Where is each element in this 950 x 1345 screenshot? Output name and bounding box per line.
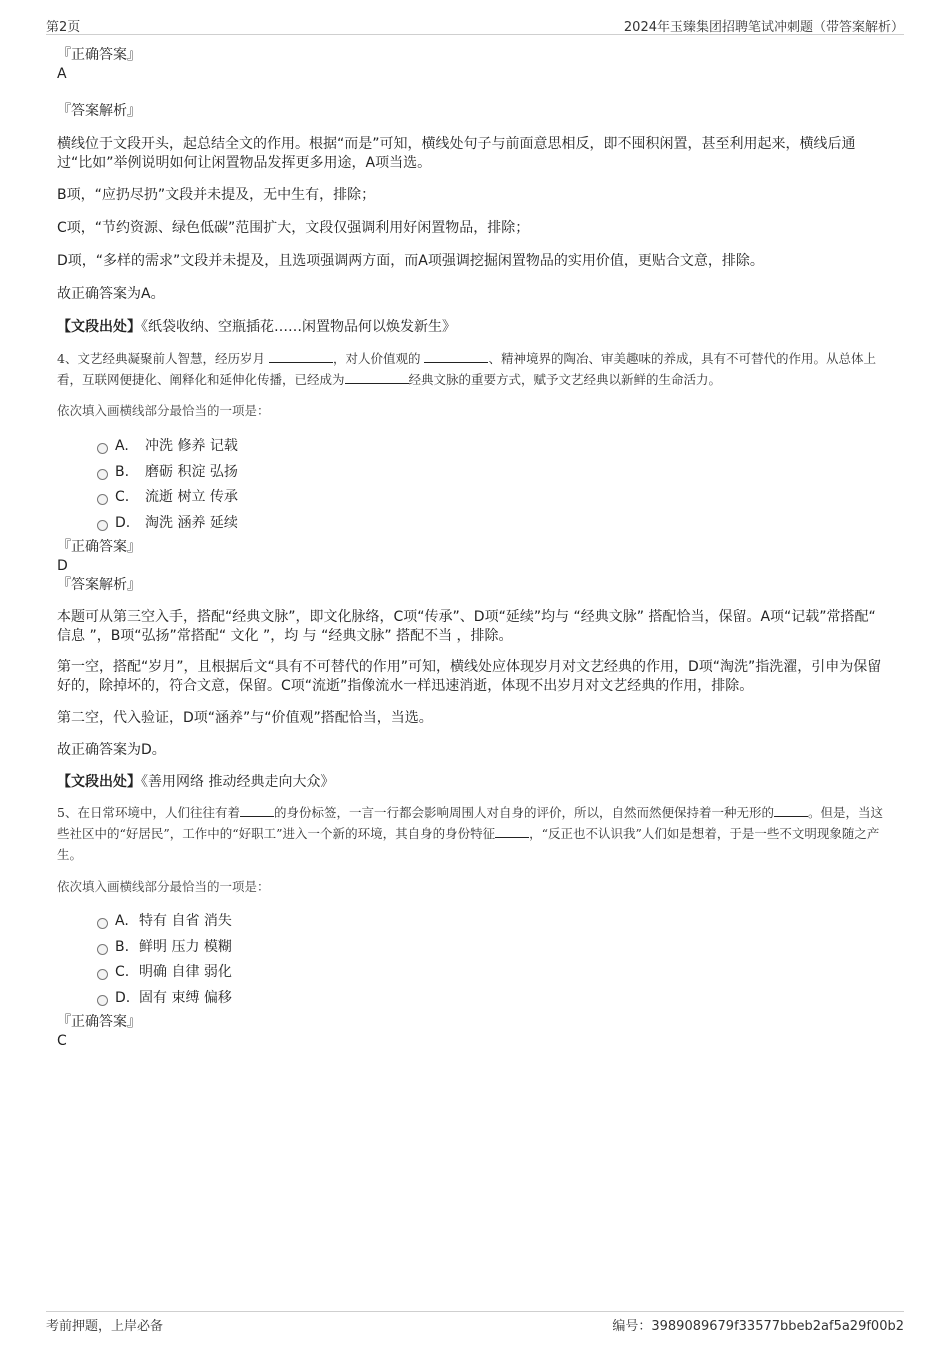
answer-label: 『正确答案』 bbox=[57, 1014, 141, 1030]
q3-analysis-4: D项，“多样的需求”文段并未提及，且选项强调两方面，而A项强调挖掘闲置物品的实用价值，更贴合文意，排除。 bbox=[57, 253, 764, 269]
q4-blank-2 bbox=[424, 350, 488, 363]
q3-answer: A bbox=[57, 66, 67, 82]
q4-option-b[interactable]: B. 磨砺 积淀 弘扬 bbox=[57, 462, 889, 488]
radio-icon[interactable] bbox=[97, 918, 108, 929]
q3-analysis-5: 故正确答案为A。 bbox=[57, 286, 165, 302]
radio-icon[interactable] bbox=[97, 969, 108, 980]
answer-label: 『正确答案』 bbox=[57, 539, 141, 555]
q5-option-c[interactable]: C. 明确 自律 弱化 bbox=[57, 962, 889, 988]
q4-options bbox=[57, 436, 889, 538]
radio-icon[interactable] bbox=[97, 995, 108, 1006]
footer-slogan: 考前押题，上岸必备 bbox=[46, 1319, 164, 1334]
document-code: 编号：3989089679f33577bbeb2af5a29f00b2 bbox=[612, 1319, 904, 1334]
q4-stem: 4、文艺经典凝聚前人智慧，经历岁月 ，对人价值观的 、精神境界的陶冶、审美趣味的养成，具有不可替代的作用。从总体上看，互联网便捷化、阐释化和延伸化传播，已经成为 经典文脉的重要方式，赋予文艺经典以新鲜的生命活力。 bbox=[57, 351, 876, 387]
q4-analysis-4: 故正确答案为D。 bbox=[57, 742, 166, 758]
q4-source-title: 《善用网络 推动经典走向大众》 bbox=[141, 774, 335, 790]
analysis-label: 『答案解析』 bbox=[57, 103, 141, 119]
q5-blank-2 bbox=[774, 804, 808, 817]
q4-blank-3 bbox=[345, 371, 409, 384]
q4-analysis-1: 本题可从第三空入手，搭配“经典文脉”，即文化脉络，C项“传承”、D项“延续”均与 “经典文脉” 搭配恰当，保留。A项“记载”常搭配“ 信息 ”，B项“弘扬”常搭配“ 文化 ”，均 与 “经典文脉” 搭配不当 ，排除。 bbox=[57, 609, 876, 644]
radio-icon[interactable] bbox=[97, 944, 108, 955]
q4-instruction: 依次填入画横线部分最恰当的一项是： bbox=[57, 403, 270, 418]
q3-source-title: 《纸袋收纳、空瓶插花……闲置物品何以焕发新生》 bbox=[141, 319, 456, 335]
q5-option-a[interactable]: A. 特有 自省 消失 bbox=[57, 911, 889, 937]
radio-icon[interactable] bbox=[97, 494, 108, 505]
q4-analysis-3: 第二空，代入验证，D项“涵养”与“价值观”搭配恰当，当选。 bbox=[57, 710, 433, 726]
q3-source bbox=[57, 318, 889, 337]
page-footer bbox=[46, 1311, 904, 1334]
page-header bbox=[46, 14, 904, 35]
answer-label: 『正确答案』 bbox=[57, 47, 141, 63]
q5-instruction: 依次填入画横线部分最恰当的一项是： bbox=[57, 879, 270, 894]
q4-analysis-2: 第一空，搭配“岁月”，且根据后文“具有不可替代的作用”可知，横线处应体现岁月对文艺经典的作用，D项“淘洗”指洗濯，引申为保留好的，除掉坏的，符合文意，保留。C项“流逝”指像流水一样迅速消逝，体现不出岁月对文艺经典的作用，排除。 bbox=[57, 659, 882, 694]
source-prefix: 【文段出处】 bbox=[57, 774, 141, 790]
q4-option-d[interactable]: D. 淘洗 涵养 延续 bbox=[57, 513, 889, 539]
q3-analysis-3: C项，“节约资源、绿色低碳”范围扩大，文段仅强调利用好闲置物品，排除； bbox=[57, 220, 530, 236]
q5-option-d[interactable]: D. 固有 束缚 偏移 bbox=[57, 988, 889, 1014]
q5-blank-1 bbox=[240, 804, 274, 817]
q5-option-b[interactable]: B. 鲜明 压力 模糊 bbox=[57, 937, 889, 963]
q5-number: 5、 bbox=[57, 805, 78, 820]
q4-answer: D bbox=[57, 558, 68, 574]
q4-source bbox=[57, 773, 889, 792]
radio-icon[interactable] bbox=[97, 520, 108, 531]
page-content bbox=[57, 46, 889, 1051]
q3-analysis-1: 横线位于文段开头，起总结全文的作用。根据“而是”可知，横线处句子与前面意思相反，即不囤积闲置，甚至利用起来，横线后通过“比如”举例说明如何让闲置物品发挥更多用途，A项当选。 bbox=[57, 136, 856, 171]
q5-stem: 5、在日常环境中，人们往往有着 的身份标签，一言一行都会影响周围人对自身的评价，所以，自然而然便保持着一种无形的 。但是，当这些社区中的“好居民”，工作中的“好职工”进入一个新的环境，其自身的身份特征 ，“反正也不认识我”人们如是想着，于是一些不文明现象随之产生。 bbox=[57, 805, 883, 862]
q4-option-a[interactable]: A. 冲洗 修养 记载 bbox=[57, 436, 889, 462]
q3-analysis-2: B项，“应扔尽扔”文段并未提及，无中生有，排除； bbox=[57, 187, 376, 203]
radio-icon[interactable] bbox=[97, 443, 108, 454]
q4-option-c[interactable]: C. 流逝 树立 传承 bbox=[57, 487, 889, 513]
q5-answer: C bbox=[57, 1033, 67, 1049]
radio-icon[interactable] bbox=[97, 469, 108, 480]
q4-number: 4、 bbox=[57, 351, 78, 366]
source-prefix: 【文段出处】 bbox=[57, 319, 141, 335]
page-number: 第2页 bbox=[46, 20, 81, 35]
analysis-label: 『答案解析』 bbox=[57, 577, 141, 593]
q4-blank-1 bbox=[269, 350, 333, 363]
q5-blank-3 bbox=[495, 825, 529, 838]
q5-options bbox=[57, 911, 889, 1013]
document-title: 2024年玉臻集团招聘笔试冲刺题（带答案解析） bbox=[623, 20, 904, 35]
